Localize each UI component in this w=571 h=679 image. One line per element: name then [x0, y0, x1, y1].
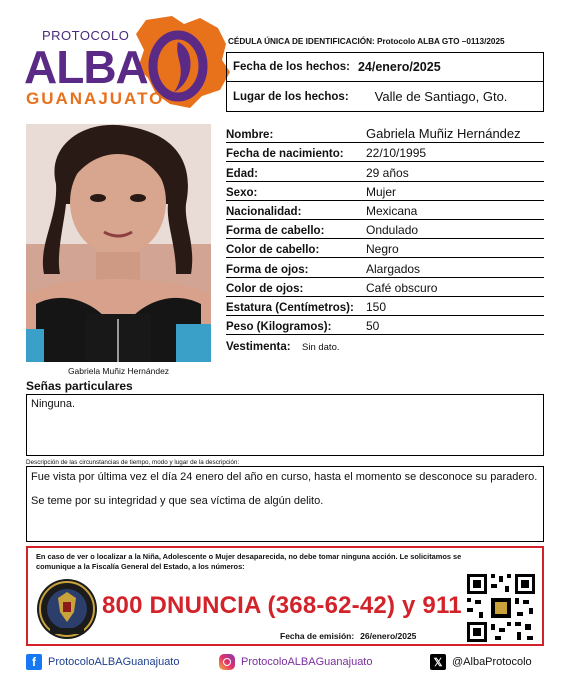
protocolo-alba-logo [18, 14, 218, 110]
instagram-icon [219, 654, 235, 670]
field-value: Sin dato. [302, 342, 340, 354]
lugar-hechos-row [227, 82, 543, 111]
field-row-peso [226, 316, 544, 335]
x-link[interactable] [430, 654, 532, 670]
field-value: Café obscuro [366, 280, 438, 295]
alert-instructions: En caso de ver o localizar a la Niña, Adolescente o Mujer desaparecida, no debe tomar ninguna acción. Le solicitamos se comunique a la Fiscalía General del Estado, a los números: [36, 552, 462, 571]
field-row-edad [226, 162, 544, 181]
logo-guanajuato-text: GUANAJUATO [26, 89, 165, 108]
field-row-nacionalidad [226, 201, 544, 220]
field-value: 22/10/1995 [366, 146, 427, 161]
facebook-link[interactable] [26, 654, 179, 670]
x-icon: 𝕏 [430, 654, 446, 670]
fecha-emision [280, 631, 416, 641]
field-row-forma-ojos [226, 258, 544, 277]
field-row-vestimenta [226, 335, 544, 354]
field-label: Fecha de nacimiento: [226, 148, 344, 161]
field-label: Estatura (Centímetros): [226, 301, 354, 314]
fecha-hechos-row [227, 53, 543, 82]
field-label: Edad: [226, 167, 258, 180]
field-label: Sexo: [226, 186, 258, 199]
field-value: Negro [366, 242, 399, 257]
descripcion-paragraph-1: Fue vista por última vez el día 24 enero del año en curso, hasta el momento se desconoce su paradero. [31, 471, 538, 483]
field-value: Mexicana [366, 203, 418, 218]
facebook-icon: f [26, 654, 42, 670]
qr-code-icon[interactable] [465, 572, 537, 644]
field-value: Ondulado [366, 223, 419, 238]
personal-data-table [226, 124, 544, 354]
logo-protocolo-text: PROTOCOLO [42, 28, 130, 43]
fecha-hechos-label: Fecha de los hechos: [233, 61, 350, 73]
emision-value: 26/enero/2025 [360, 631, 417, 641]
facebook-handle: ProtocoloALBAGuanajuato [48, 656, 180, 668]
field-value: 150 [366, 299, 387, 314]
field-value: Gabriela Muñiz Hernández [366, 126, 521, 142]
field-value: 50 [366, 319, 380, 334]
instagram-handle: ProtocoloALBAGuanajuato [241, 656, 373, 668]
x-handle: @AlbaProtocolo [452, 656, 532, 668]
field-row-estatura [226, 297, 544, 316]
missing-person-photo [26, 124, 211, 362]
descripcion-box [26, 466, 544, 542]
field-label: Nacionalidad: [226, 205, 302, 218]
descripcion-title: Descripción de las circunstancias de tiempo, modo y lugar de la descripción: [26, 459, 240, 466]
field-label: Nombre: [226, 129, 274, 142]
field-row-forma-cabello [226, 220, 544, 239]
field-row-fecha-nacimiento [226, 143, 544, 162]
field-label: Color de ojos: [226, 282, 304, 295]
fecha-hechos-value: 24/enero/2025 [357, 60, 441, 74]
senas-title: Señas particulares [26, 379, 133, 393]
field-row-sexo [226, 182, 544, 201]
hotline-phone[interactable]: 800 DNUNCIA (368-62-42) y 911 [102, 592, 462, 619]
lugar-hechos-value: Valle de Santiago, Gto. [374, 89, 508, 104]
senas-text: Ninguna. [31, 398, 76, 410]
field-row-color-cabello [226, 239, 544, 258]
fiscalia-seal-icon [36, 578, 98, 640]
photo-caption: Gabriela Muñiz Hernández [67, 366, 170, 376]
field-value: Alargados [366, 261, 421, 276]
field-label: Peso (Kilogramos): [226, 321, 332, 334]
descripcion-paragraph-2: Se teme por su integridad y que sea víctima de algún delito. [31, 494, 324, 507]
field-row-nombre [226, 124, 544, 143]
contact-alert-box [26, 546, 544, 646]
emision-label: Fecha de emisión: [280, 631, 355, 641]
field-value: 29 años [366, 165, 409, 180]
senas-box [26, 394, 544, 456]
logo-alba-text: ALBA [24, 41, 148, 93]
hechos-box [226, 52, 544, 112]
field-label: Color de cabello: [226, 244, 320, 257]
field-label: Forma de ojos: [226, 263, 309, 276]
field-label: Forma de cabello: [226, 225, 325, 238]
cedula-title: CÉDULA ÚNICA DE IDENTIFICACIÓN: Protocolo ALBA GTO –0113/2025 [228, 37, 505, 46]
instagram-link[interactable] [219, 654, 372, 670]
lugar-hechos-label: Lugar de los hechos: [233, 90, 349, 103]
field-row-color-ojos [226, 278, 544, 297]
field-label: Vestimenta: [226, 341, 291, 354]
field-value: Mujer [366, 184, 397, 199]
